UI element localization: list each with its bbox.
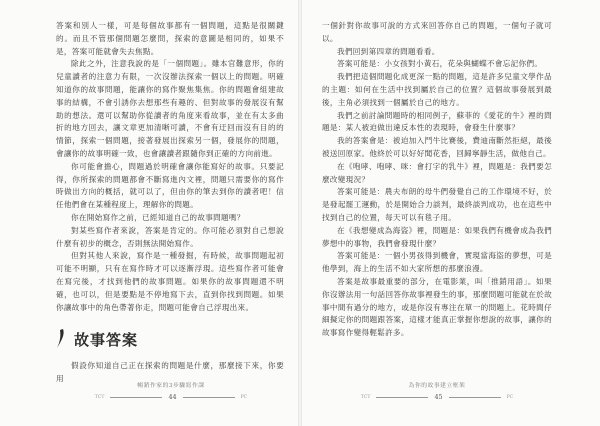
paragraph: 你在開始寫作之前，已經知道自己的故事問題嗎？ [71,212,245,222]
left-page-footer [56,382,286,402]
book-title: 暢銷作家的3步驟寫作課 [137,383,205,389]
footer-rule [110,397,162,398]
right-page [322,20,552,415]
paragraph: 我的答案會是：被迫加入鬥牛比賽後，費迪南斷然拒絕，最後被送回原家。他終於可以好好聞花香，回歸寧靜生活，做他自己。 [322,136,552,158]
footer-rule [183,397,235,398]
paragraph: 假設你知道自己正在探索的問題是什麼，那麼接下來，你要用 [56,361,284,384]
footer-rule [449,397,501,398]
footer-mark: PC [240,395,248,400]
paragraph: 但對其他人來說，寫作是一種發掘，有時候，故事問題起初可能不明顯，只有在寫作時才可以逐漸浮現。這些寫作者可能會在寫完後，才找到他們的故事問題。如果你的故事問題還不明確，也可以，但是要點是不停地寫下去，直到你找到問題。如果你讓故事中的角色帶著你走，問題可能會自己浮現出來。 [56,251,284,312]
paragraph: 在《咆哮、咆哮、咪：會打字的乳牛》裡，問題是：我們要怎麼改變現況？ [322,161,552,184]
paragraph: 一個針對你故事可說的方式來回答你自己的問題，一個句子就可以。 [322,21,552,43]
paragraph: 我們把這個問題化成更深一點的問題，這是許多兒童文學作品的主題：如何在生活中找到屬於自己的位置？這個故事發展到最後，主角必須找到一個屬於自己的地方。 [322,72,552,107]
paragraph: 在《我想變成為海盜》裡，問題是：如果我們有機會成為我們夢想中的事物，我們會發現什麼？ [322,225,552,248]
paragraph: 我們回到第四章的問題看看。 [337,46,440,56]
right-page-footer [322,382,552,402]
footer-rule [376,397,428,398]
page-number-row [322,393,552,402]
paragraph: 答案和別人一樣，可是每個故事都有一個問題，這點是很關鍵的。而且不管那個問題怎麼問，探索的意圖是相同的，如果不是，答案可能就會失去焦點。 [56,21,284,56]
book-gutter [298,0,302,426]
section-heading [56,328,284,350]
paragraph: 除此之外，注意我說的是「一個問題」。雖本官難意形，你的兒童讀者的注意力有限，一次沒辦法探索一個以上的問題。明確知道你的故事問題，能讓你的寫作聚焦集焦。你的問題會組建故事的結構，不會引誘你去想那些有趣的、但對故事的發展沒有幫助的想法。還可以幫助你從讀者的角度來看故事，並在有太多曲折的地方回去，讓文章更加清晰可讀，不會有迂回而沒有目的的情節，探索一個問題，接著發展出探索另一個，發展你的問題，會讓你的故事明確一致，也會讓讀者跟隨你到正確的方向前進。 [56,59,284,158]
paragraph: 答案可能是：農夫布朗的母牛們發覺自己的工作環境不好，於是發起罷工運動，於是開始合力談判，最終談判成功，也在這些中找到自己的位置，每天可以有毯子用。 [322,187,552,222]
footer-mark: PC [506,395,514,400]
left-page [56,20,284,415]
paragraph: 答案可能是：小女孩對小黃石，花朵與蝴蝶不會忘記你們。 [337,59,543,69]
paragraph: 答案是故事最重要的部分，在電影業，叫「推銷用語」。如果你沒辦法用一句話回答你故事裡發生的事，那麼問題可能就在於故事中間有過分的地方，或是你沒有專注在單一的問題上。花時間仔細擬定你的問題跟答案，這樣才能真正掌握你想說的故事，讓你的故事寫作變得輕鬆許多。 [322,276,552,338]
brush-stroke-icon [56,328,68,350]
paragraph: 我們之前討論問題時的相同例子，蘇菲的《愛花的牛》裡的問題是：某人被迫做出違反本性的表現時，會發生什麼事？ [322,110,552,133]
paragraph: 你可能會擔心，問題過於明確會讓你能寫好的故事。只要記得，你所探索的問題都會不斷寫進內文裡，問題只需要你的寫作時做出方向的概括，就可以了，但由你的筆去到你的讀者吧！信任他們會在某種程度上，理解你的問題。 [56,161,284,210]
section-title: 故事答案 [74,330,139,349]
page-number-row [56,393,286,402]
footer-mark: TCT [360,395,371,400]
footer-mark: TCT [94,395,105,400]
paragraph: 答案可能是：一個小男孩得到機會，實現當海盜的夢想，可是他學到，海上的生活不如大家所想的那麼浪漫。 [322,251,552,274]
chapter-title: 為你的故事建立框架 [408,383,466,389]
page-number: 45 [434,393,443,401]
right-page-body [322,20,552,340]
left-page-body [56,20,284,314]
page-number: 44 [168,393,177,401]
paragraph: 對某些寫作者來說，答案是肯定的。你可能必須對自己想說什麼有初步的概念，否則無法開始寫作。 [56,225,284,248]
